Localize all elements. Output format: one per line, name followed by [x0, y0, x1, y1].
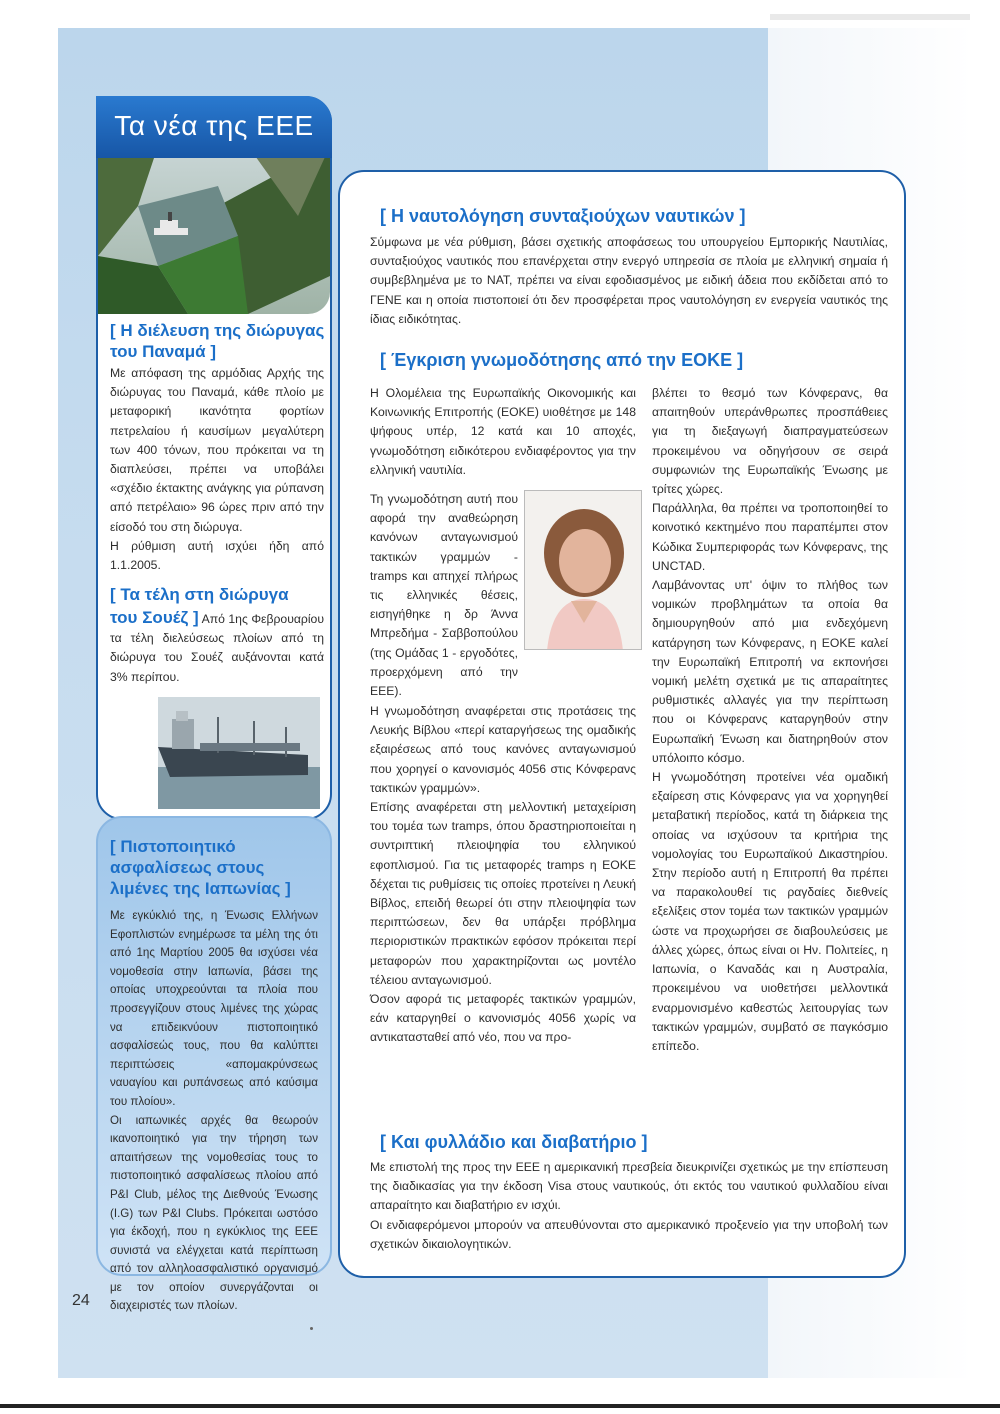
- panama-heading: [ Η διέλευση της διώρυγας του Παναμά ]: [110, 321, 325, 361]
- canal-image: [98, 146, 330, 314]
- suez-heading-line2: του Σουέζ ]: [110, 608, 199, 627]
- japan-paragraph: Οι ιαπωνικές αρχές θα θεωρούν ικανοποιητικό για την τήρηση των απαιτήσεων της νομοθεσίας τους το πιστοποιητικό ασφαλίσεως πλοίου από P&I Club, μέλος της Διεθνούς Ένωσης (I.G) των P&I Clubs. Πρόκειται ωστόσο για έκδοχή, που η εγκύκλιος της ΕΕΕ συνιστά να ελέγχεται κατά περίπτωση από τον αλληλοασφαλιστικό οργανισμό με τον οποίον συνεργάζονται οι διαχειριστές των πλοίων.: [110, 1113, 318, 1313]
- passport-paragraph: Με επιστολή της προς την ΕΕΕ η αμερικανική πρεσβεία διευκρινίζει σχετικώς με την επίσπευση της διαδικασίας για την έκδοση Visa στους ναυτικούς, ότι εκτός του ναυτικού φυλλαδίου είναι απαραίτητο και διαβατήριο εν ισχύι.: [370, 1160, 888, 1213]
- eoke-col1-wrap: Τη γνωμοδότηση αυτή που αφορά την αναθεώρηση κανόνων ανταγωνισμού τακτικών γραμμών - tramps και απηχεί πλήρως τις ελληνικές θέσεις, εισηγήθηκε η δρ Άννα Μπρεδήμα - Σαββοπούλου (της Ομάδας 1 - εργοδότες, προερχόμενη από την ΕΕΕ).: [370, 492, 518, 699]
- panama-paragraph: Η ρύθμιση αυτή ισχύει ήδη από 1.1.2005.: [110, 538, 324, 573]
- japan-body: [110, 907, 318, 1316]
- scan-speck: [310, 1327, 313, 1330]
- eoke-paragraph: Επίσης αναφέρεται στη μελλοντική μεταχείριση του τομέα των tramps, όπου δραστηριοποιείται η συντριπτική πλειοψηφία του ελληνικού εφοπλισμού. Για τις μεταφορές tramps η ΕΟΚΕ δέχεται τις ρυθμίσεις τις οποίες προτείνει η Λευκή Βίβλος, επειδή θεωρεί ότι στην πλειοψηφία των περιπτώσεων, δεν θα υπάρξει πρόβλημα περιοριστικών πρακτικών εφόσον πρόκειται περί μεταφορών που χαρακτηρίζονται ως μοντέλο τέλειου ανταγωνισμού.: [370, 800, 636, 987]
- eoke-heading: [ Έγκριση γνωμοδότησης από την ΕΟΚΕ ]: [380, 350, 744, 370]
- rapporteur-portrait: [524, 490, 642, 650]
- eoke-paragraph: Λαμβάνοντας υπ' όψιν το πλήθος των νομικών προβλημάτων τα οποία θα δημιουργηθούν από μια ενδεχόμενη κατάργηση των Κόνφερανς, η ΕΟΚΕ καλεί την Ευρωπαϊκή Επιτροπή να εκπονήσει νομική μελέτη σχετικά με τις απαραίτητες ρυθμιστικές αλλαγές για την περίπτωση που οι Κόνφερανς καταργηθούν στην Ευρωπαϊκή Ένωση και διατηρηθούν στον υπόλοιπο κόσμο.: [652, 578, 888, 765]
- japan-heading: [ Πιστοποιητικό ασφαλίσεως στους λιμένες της Ιαπωνίας ]: [110, 837, 291, 898]
- ship-image: [158, 697, 320, 809]
- eoke-paragraph: βλέπει το θεσμό των Κόνφερανς, θα απαιτηθούν υπεράνθρωπες προσπάθειες για τη διεξαγωγή διαπραγματεύσεων προκειμένου να οδηγήσουν σε σειρά συμφωνιών της Ευρωπαϊκής Ένωσης με τρίτες χώρες.: [652, 386, 888, 497]
- crew-heading: [ Η ναυτολόγηση συνταξιούχων ναυτικών ]: [380, 206, 746, 226]
- crew-body: Σύμφωνα με νέα ρύθμιση, βάσει σχετικής αποφάσεως του υπουργείου Εμπορικής Ναυτιλίας, συνταξιούχος ναυτικός που επανέρχεται στην ενεργό υπηρεσία σε πλοία με ελληνική σημαία ή συμβεβλημένα με το ΝΑΤ, πρέπει να είναι εφοδιασμένος με ειδική άδεια που εκδίδεται από το ΓΕΝΕ και η οποία πιστοποιεί ότι δεν προσφέρεται προς ναυτολόγηση εν ενεργεία ναυτικός της ίδιας ειδικότητας.: [370, 235, 888, 326]
- scan-edge: [770, 14, 970, 20]
- section-title: Τα νέα της ΕΕΕ: [114, 110, 314, 141]
- page-number: 24: [72, 1292, 90, 1309]
- suez-heading: [110, 584, 325, 605]
- suez-body: [110, 607, 324, 687]
- suez-text: τα τέλη διελεύσεως πλοίων από τη διώρυγα του Σουέζ αυξάνονται κατά 3% περίπου.: [110, 631, 324, 684]
- passport-paragraph: Οι ενδιαφερόμενοι μπορούν να απευθύνονται στο αμερικανικό προξενείο για την υποβολή των σχετικών δικαιολογητικών.: [370, 1217, 888, 1251]
- passport-heading: [ Και φυλλάδιο και διαβατήριο ]: [380, 1132, 648, 1152]
- eoke-col1-top: Η Ολομέλεια της Ευρωπαϊκής Οικονομικής και Κοινωνικής Επιτροπής (ΕΟΚΕ) υιοθέτησε με 148 ψήφους υπέρ, 12 κατά και 10 αποχές, γνωμοδότηση ειδικότερου ενδιαφέροντος για την ελληνική ναυτιλία.: [370, 386, 636, 477]
- section-tab: [96, 96, 332, 158]
- eoke-col2: [652, 384, 888, 1056]
- bottom-rule: [0, 1404, 1000, 1408]
- eoke-paragraph: Η γνωμοδότηση προτείνει νέα ομαδική εξαίρεση στις Κόνφερανς για να χορηγηθεί μεταβατική περίοδος, κατά τη διάρκεια της οποίας να ισχύσουν τα κριτήρια της νομολογίας του Ευρωπαϊκού Δικαστηρίου. Στην περίοδο αυτή η Επιτροπή θα πρέπει να παρακολουθεί τις ραγδαίες διεθνείς εξελίξεις στον τομέα των τακτικών γραμμών ώστε να προχωρήσει σε διαβουλεύσεις με άλλες χώρες, όπως είναι οι Ην. Πολιτείες, η Ιαπωνία, ο Καναδάς και η Αυστραλία, προκειμένου να υιοθετήσει μελλοντικά εναρμονισμένο καθεστώς λειτουργίας των τακτικών γραμμών, συμβατό σε παγκόσμιο επίπεδο.: [652, 770, 888, 1053]
- panama-paragraph: Με απόφαση της αρμόδιας Αρχής της διώρυγας του Παναμά, κάθε πλοίο με μεταφορική ικανότητα φορτίων πετρελαίου ή καυσίμων μεγαλύτερη των 400 τόνων, που πρόκειται να τη διαπλεύσει, πρέπει να υποβάλει «σχέδιο έκτακτης ανάγκης για ρύπανση από πετρέλαιο» 96 ώρες πριν από την είσοδό του στη διώρυγα.: [110, 366, 324, 534]
- panama-body: [110, 364, 324, 575]
- suez-heading-line1: [ Τα τέλη στη διώρυγα: [110, 585, 289, 604]
- eoke-paragraph: Η γνωμοδότηση αναφέρεται στις προτάσεις της Λευκής Βίβλου «περί καταργήσεως της ομαδικής εξαιρέσεως από τους κανόνες ανταγωνισμού που χορηγεί ο κανονισμός 4056 στις Κόνφερανς τακτικών γραμμών».: [370, 704, 636, 795]
- eoke-paragraph: Όσον αφορά τις μεταφορές τακτικών γραμμών, εάν καταργηθεί ο κανονισμός 4056 χωρίς να αντικατασταθεί από νέο, που να προ-: [370, 992, 636, 1045]
- japan-paragraph: Με εγκύκλιό της, η Ένωσις Ελλήνων Εφοπλιστών ενημέρωσε τα μέλη της ότι από 1ης Μαρτίου 2005 θα ισχύσει νέα νομοθεσία στην Ιαπωνία, βάσει της οποίας υποχρεούνται τα πλοία που προσεγγίζουν στους λιμένες της χώρας να επιδεικνύουν πιστοποιητικό ασφαλίσεώς τους, που θα καλύπτει περιπτώσεις «απομακρύνσεως ναυαγίου και ρυπάνσεως από καύσιμα του πλοίου».: [110, 909, 318, 1108]
- eoke-paragraph: Παράλληλα, θα πρέπει να τροποποιηθεί το κοινοτικό κεκτημένο που παραπέμπει στον Κώδικα Συμπεριφοράς των Κόνφερανς, της UNCTAD.: [652, 501, 888, 573]
- suez-inline-text: Από 1ης Φεβρουαρίου: [201, 612, 324, 626]
- passport-body: [370, 1158, 888, 1254]
- eoke-col1-rest: [370, 702, 636, 1048]
